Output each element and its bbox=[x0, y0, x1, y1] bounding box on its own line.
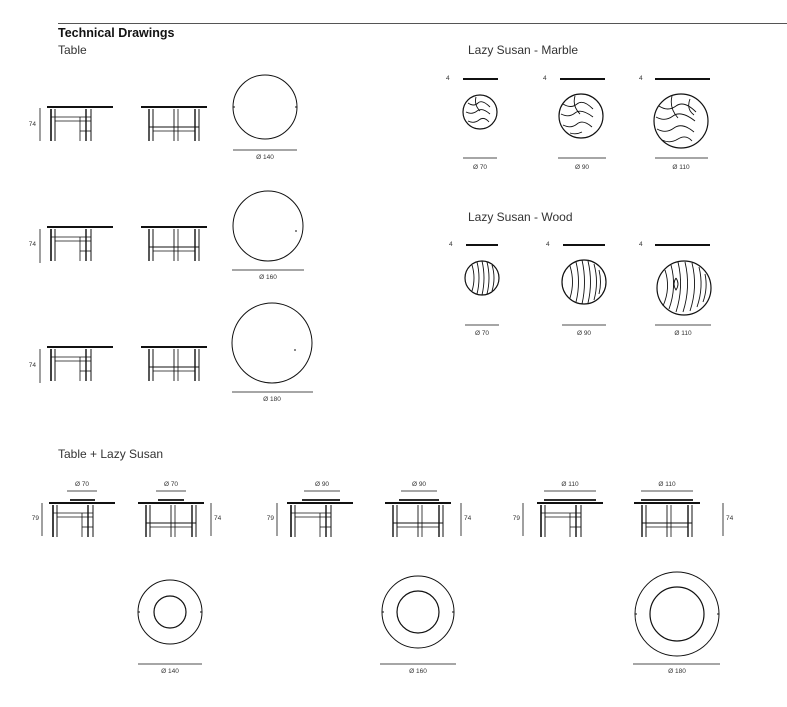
combo-plan-140 bbox=[138, 580, 202, 664]
height-label: 4 bbox=[639, 241, 643, 248]
section-title-table: Table bbox=[58, 43, 87, 57]
table-side-view bbox=[141, 107, 207, 141]
diameter-label: Ø 110 bbox=[674, 330, 692, 337]
height-label: 4 bbox=[543, 75, 547, 82]
diameter-label: Ø 70 bbox=[474, 330, 490, 337]
height-label: 74 bbox=[726, 515, 734, 522]
section-title-wood: Lazy Susan - Wood bbox=[468, 210, 573, 224]
diameter-label: Ø 180 bbox=[668, 668, 686, 675]
section-title-marble: Lazy Susan - Marble bbox=[468, 43, 579, 57]
wood-lazy-susan-110 bbox=[655, 245, 711, 325]
table-side-view bbox=[141, 227, 207, 261]
marble-lazy-susan-90 bbox=[558, 79, 606, 158]
table-side-view bbox=[385, 503, 451, 537]
tabletop-plan-160 bbox=[233, 191, 303, 261]
diameter-label: Ø 160 bbox=[409, 668, 427, 675]
height-label: 4 bbox=[639, 75, 643, 82]
height-label: 74 bbox=[28, 241, 36, 248]
table-front-view bbox=[49, 503, 115, 537]
diameter-label: Ø 140 bbox=[256, 154, 274, 161]
marble-lazy-susan-70 bbox=[463, 79, 498, 158]
combo-plan-180 bbox=[633, 572, 720, 664]
table-front-view bbox=[47, 347, 113, 381]
table-front-view bbox=[47, 227, 113, 261]
diameter-label: Ø 90 bbox=[314, 481, 330, 488]
height-label: 74 bbox=[214, 515, 222, 522]
section-title-combo: Table + Lazy Susan bbox=[58, 447, 164, 461]
wood-lazy-susan-70 bbox=[465, 245, 499, 325]
diameter-label: Ø 70 bbox=[163, 481, 179, 488]
diameter-label: Ø 90 bbox=[576, 330, 592, 337]
tabletop-plan-180 bbox=[232, 303, 312, 383]
page-title: Technical Drawings bbox=[58, 26, 175, 40]
height-label: 4 bbox=[546, 241, 550, 248]
diameter-label: Ø 70 bbox=[74, 481, 90, 488]
tabletop-plan-140 bbox=[233, 75, 297, 139]
table-front-view bbox=[287, 503, 353, 537]
combo-plan-160 bbox=[380, 576, 456, 664]
height-label: 74 bbox=[464, 515, 472, 522]
table-side-view bbox=[141, 347, 207, 381]
diameter-label: Ø 90 bbox=[574, 164, 590, 171]
height-label: 74 bbox=[28, 362, 36, 369]
marble-lazy-susan-110 bbox=[654, 79, 710, 158]
table-front-view bbox=[47, 107, 113, 141]
diameter-label: Ø 140 bbox=[161, 668, 179, 675]
diameter-label: Ø 110 bbox=[561, 481, 579, 488]
height-label: 79 bbox=[266, 515, 274, 522]
table-side-view bbox=[138, 503, 204, 537]
height-label: 79 bbox=[512, 515, 520, 522]
diameter-label: Ø 70 bbox=[472, 164, 488, 171]
diameter-label: Ø 180 bbox=[263, 396, 281, 403]
height-label: 4 bbox=[446, 75, 450, 82]
table-front-view bbox=[537, 503, 603, 537]
wood-lazy-susan-90 bbox=[562, 245, 606, 325]
diameter-label: Ø 90 bbox=[411, 481, 427, 488]
height-label: 74 bbox=[28, 121, 36, 128]
diameter-label: Ø 160 bbox=[259, 274, 277, 281]
diameter-label: Ø 110 bbox=[658, 481, 676, 488]
table-side-view bbox=[634, 503, 700, 537]
height-label: 4 bbox=[449, 241, 453, 248]
diameter-label: Ø 110 bbox=[672, 164, 690, 171]
height-label: 79 bbox=[31, 515, 39, 522]
